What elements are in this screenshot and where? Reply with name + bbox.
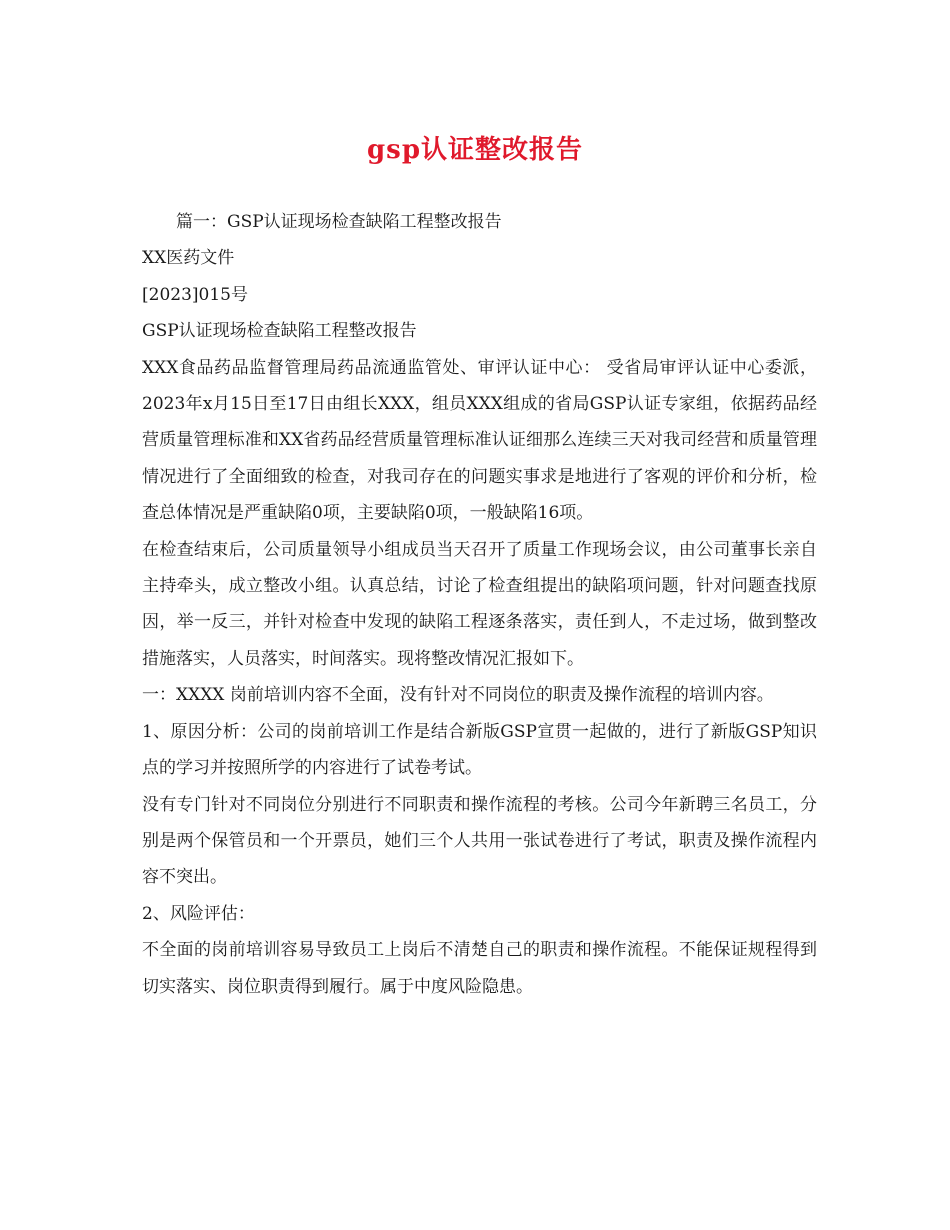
paragraph-deficiency-one: 一：XXXX 岗前培训内容不全面，没有针对不同岗位的职责及操作流程的培训内容。: [142, 685, 774, 706]
paragraph-cause-analysis: 1、原因分析：公司的岗前培训工作是结合新版GSP宣贯一起做的，进行了新版GSP知识点的学习并按照所学的内容进行了试卷考试。: [142, 721, 817, 779]
paragraph-document-number: [2023]015号: [142, 284, 248, 305]
paragraph-risk-assessment: 不全面的岗前培训容易导致员工上岗后不清楚自己的职责和操作流程。不能保证规程得到切实落实、岗位职责得到履行。属于中度风险隐患。: [142, 940, 817, 997]
paragraph-salutation-and-summary: XXX食品药品监督管理局药品流通监管处、审评认证中心： 受省局审评认证中心委派，2023年x月15日至17日由组长XXX，组员XXX组成的省局GSP认证专家组，依据药品经营质量管理标准和XX省药品经营质量管理标准认证细那么连续三天对我司经营和质量管理情况进行了全面细致的检查，对我司存在的问题实事求是地进行了客观的评价和分析，检查总体情况是严重缺陷0项，主要缺陷0项，一般缺陷16项。: [142, 357, 817, 524]
paragraph-risk-heading: 2、风险评估：: [142, 903, 255, 924]
document-body: [142, 204, 817, 1005]
paragraph-follow-up-actions: 在检查结束后，公司质量领导小组成员当天召开了质量工作现场会议，由公司董事长亲自主持牵头，成立整改小组。认真总结，讨论了检查组提出的缺陷项问题，针对问题查找原因，举一反三，并针对检查中发现的缺陷工程逐条落实，责任到人，不走过场，做到整改措施落实，人员落实，时间落实。现将整改情况汇报如下。: [142, 539, 817, 669]
document-title: gsp认证整改报告: [367, 135, 583, 165]
paragraph-report-title: GSP认证现场检查缺陷工程整改报告: [142, 321, 417, 342]
paragraph-section-heading: 篇一：GSP认证现场检查缺陷工程整改报告: [176, 212, 502, 232]
paragraph-cause-details: 没有专门针对不同岗位分别进行不同职责和操作流程的考核。公司今年新聘三名员工，分别是两个保管员和一个开票员，她们三个人共用一张试卷进行了考试，职责及操作流程内容不突出。: [142, 794, 817, 888]
paragraph-issuer: XX医药文件: [142, 248, 235, 269]
